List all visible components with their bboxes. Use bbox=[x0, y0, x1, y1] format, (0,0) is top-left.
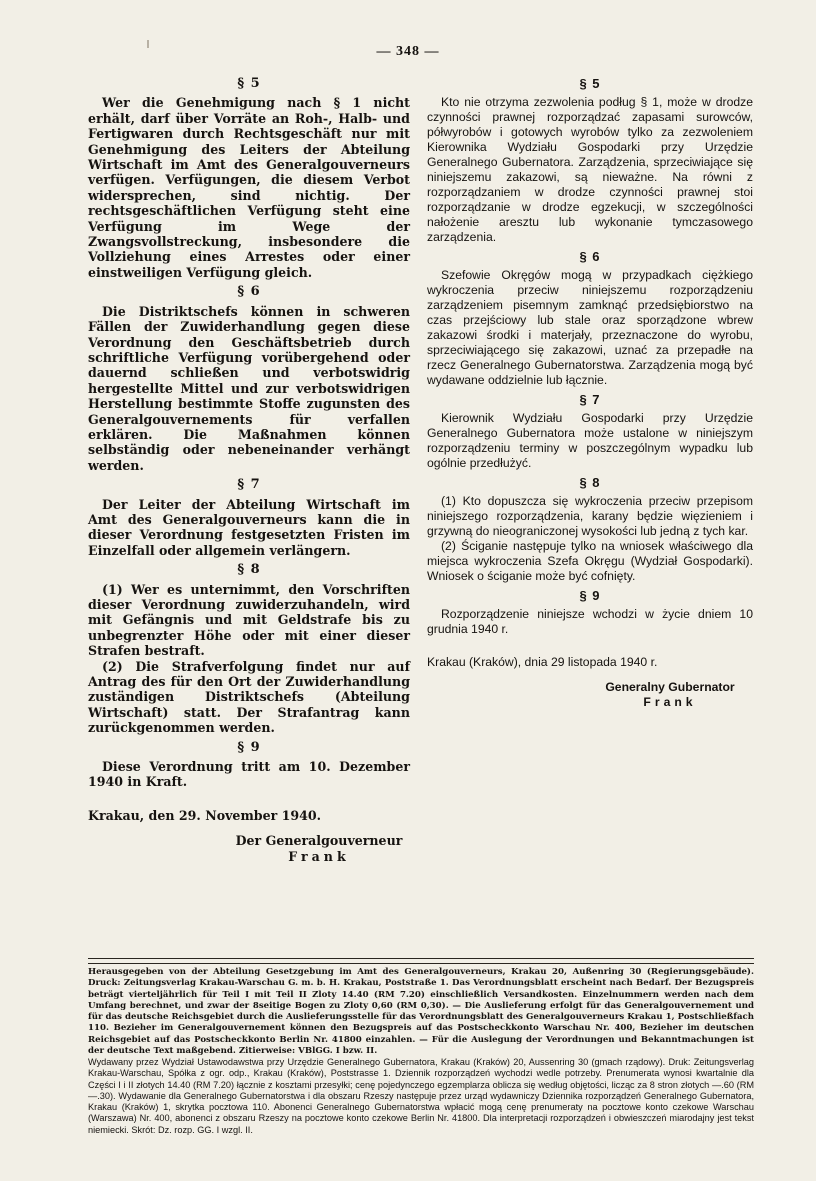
section-heading: § 8 bbox=[579, 475, 601, 490]
section-text: Kierownik Wydziału Gospodarki przy Urzędzie Generalnego Gubernatora może ustalone w niniejszym rozporządzeniu terminy w poszczególnym wypadku lub ogólnie przedłużyć. bbox=[427, 411, 753, 470]
signature-name: Frank bbox=[288, 848, 350, 864]
section-text: Kto nie otrzyma zezwolenia podług § 1, może w drodze czynności prawnej rozporządzać zapasami surowców, półwyrobów i gotowych wyrobów tylko za zezwoleniem Kierownika Wydziału Gospodarki przy Urzędzie Generalnego Gubernatora. Zarządzenia, sprzeciwiające się niniejszemu zakazowi, są nieważne. Na równi z rozporządzaniem w drodze czynności prawnej stoi rozporządzanie w drodze egzekucji, w szczególności nałożenie aresztu lub wykonanie tymczasowego zarządzenia. bbox=[427, 95, 753, 244]
section-paragraph: (1) Kto dopuszcza się wykroczenia przeciw przepisom niniejszego rozporządzenia, karany będzie więzieniem i grzywną do nieograniczonej wysokości lub jedną z tych kar. bbox=[427, 494, 753, 538]
section-paragraph: (2) Ściganie następuje tylko na wniosek właściwego dla miejsca wykroczenia Szefa Okręgu (Wydział Gospodarki). Wniosek o ściganie może być cofnięty. bbox=[427, 539, 753, 583]
section-text: Wer die Genehmigung nach § 1 nicht erhält, darf über Vorräte an Roh-, Halb- und Fertigwaren durch Rechtsgeschäft nur mit Genehmigung des Leiters der Abteilung Wirtschaft im Amt des Generalgouverneurs verfügen. Verfügungen, die diesem Verbot widersprechen, sind nichtig. Der rechtsgeschäftlichen Verfügung steht eine Verfügung im Wege der Zwangsvollstreckung, insbesondere die Vollziehung eines Arrestes oder einer einstweiligen Verfügung gleich. bbox=[88, 95, 410, 280]
section-heading: § 5 bbox=[579, 76, 601, 91]
footer-rule bbox=[88, 958, 754, 959]
section-heading: § 7 bbox=[237, 477, 261, 493]
place-date: Krakau (Kraków), dnia 29 listopada 1940 r. bbox=[427, 655, 658, 669]
section-text: Der Leiter der Abteilung Wirtschaft im Amt des Generalgouverneurs kann die in dieser Verordnung festgesetzten Fristen im Einzelfall oder allgemein verlängern. bbox=[88, 496, 410, 558]
section-heading: § 8 bbox=[237, 562, 261, 578]
section-text: Diese Verordnung tritt am 10. Dezember 1940 in Kraft. bbox=[88, 759, 410, 790]
section-heading: § 5 bbox=[237, 76, 261, 91]
signature-title: Der Generalgouverneur bbox=[235, 833, 403, 849]
section-paragraph: (2) Die Strafverfolgung findet nur auf Antrag des für den Ort der Zuwiderhandlung zuständigen Distriktschefs (Abteilung Wirtschaft) statt. Der Strafantrag kann zurückgenommen werden. bbox=[88, 658, 410, 736]
section-text: Szefowie Okręgów mogą w przypadkach ciężkiego wykroczenia przeciw niniejszemu rozporządzeniu zarządzeniem pisemnym zamknąć przedsiębiorstwo na czas przejściowy lub stale oraz sporządzone wbrew zakazowi środki i materjały, przeznaczone do wyrobu, sprzeciwiającego się zakazowi, uznać za przepadłe na rzecz Generalnego Gubernatorstwa. Zarządzenia mogą być wydawane oddzielnie lub łącznie. bbox=[427, 268, 753, 387]
signature-name: Frank bbox=[643, 695, 697, 709]
imprint-german: Herausgegeben von der Abteilung Gesetzgebung im Amt des Generalgouverneurs, Krakau 20, Außenring 30 (Regierungsgebäude). Druck: Zeitungsverlag Krakau-Warschau G. m. b. H. Krakau, Poststraße 1. Das Verordnungsblatt erscheint nach Bedarf. Der Bezugspreis beträgt vierteljährlich für Teil I mit Teil II Zloty 14.40 (RM 7.20) einschließlich Versandkosten. Einzelnummern werden nach dem Umfang berechnet, und zwar der 8seitige Bogen zu Zloty 0,60 (RM 0,30). — Die Auslieferung erfolgt für das Generalgouvernement und für das deutsche Reichsgebiet durch die Auslieferungsstelle für das Verordnungsblatt des Generalgouverneurs Krakau 1, Postschließfach 110. Bezieher im Generalgouvernement können den Bezugspreis auf das Postscheckkonto Warschau Nr. 400, Bezieher im deutschen Reichsgebiet auf das Postscheckkonto Berlin Nr. 41800 einzahlen. — Für die Auslegung der Verordnungen und Bekanntmachungen ist der deutsche Text maßgebend. Zitierweise: VBlGG. I bzw. II. bbox=[88, 967, 754, 1057]
section-heading: § 6 bbox=[579, 249, 601, 264]
footer-rule bbox=[88, 963, 754, 964]
imprint-polish: Wydawany przez Wydział Ustawodawstwa przy Urzędzie Generalnego Gubernatora, Krakau (Kraków) 20, Aussenring 30 (gmach rządowy). Druk: Zeitungsverlag Krakau-Warschau, Spółka z ogr. odp., Krakau (Kraków), Poststrasse 1. Dziennik rozporządzeń wychodzi wedle potrzeby. Prenumerata wynosi kwartalnie dla Części I i II złotych 14.40 (RM 7.20) łącznie z kosztami przesyłki; cenę pojedynczego egzemplarza oblicza się według objętości, licząc za 8 stron złotych —.60 (RM —.30). Wydawanie dla Generalnego Gubernatorstwa i dla obszaru Rzeszy następuje przez urząd wydawniczy Dziennika rozporządzeń Generalnego Gubernatora, Krakau (Kraków) 1, skrytka pocztowa 110. Abonenci Generalnego Gubernatorstwa wpłacić mogą cenę prenumeraty na pocztowe konto czekowe Warschau (Warszawa) Nr. 400, abonenci z obszaru Rzeszy na pocztowe konto czekowe Berlin Nr. 41800. Dla interpretacji rozporządzeń i obwieszczeń miarodajny jest tekst niemiecki. Skrót: Dz. rozp. GG. I wzgl. II. bbox=[88, 1057, 754, 1135]
german-column bbox=[88, 72, 410, 864]
section-heading: § 9 bbox=[237, 739, 261, 755]
place-date: Krakau, den 29. November 1940. bbox=[88, 807, 322, 823]
section-heading: § 9 bbox=[579, 588, 601, 603]
section-text: Rozporządzenie niniejsze wchodzi w życie dniem 10 grudnia 1940 r. bbox=[427, 607, 753, 636]
section-text: Die Distriktschefs können in schweren Fällen der Zuwiderhandlung gegen diese Verordnung den Geschäftsbetrieb durch schriftliche Verfügung vorübergehend oder dauernd schließen und verbotswidrig hergestellte Mittel und zur verbotswidrigen Herstellung bestimmte Stoffe zugunsten des Generalgouvernements für verfallen erklären. Die Maßnahmen können selbständig oder nebeneinander verhängt werden. bbox=[88, 303, 410, 473]
section-paragraph: (1) Wer es unternimmt, den Vorschriften dieser Verordnung zuwiderzuhandeln, wird mit Gefängnis und mit Geldstrafe bis zu unbegrenzter Höhe oder mit einer dieser Strafen bestraft. bbox=[88, 581, 410, 659]
section-heading: § 6 bbox=[237, 284, 261, 300]
page-number: — 348 — bbox=[376, 44, 440, 59]
polish-column bbox=[427, 72, 753, 710]
section-heading: § 7 bbox=[579, 392, 601, 407]
signature-title: Generalny Gubernator bbox=[605, 680, 735, 694]
